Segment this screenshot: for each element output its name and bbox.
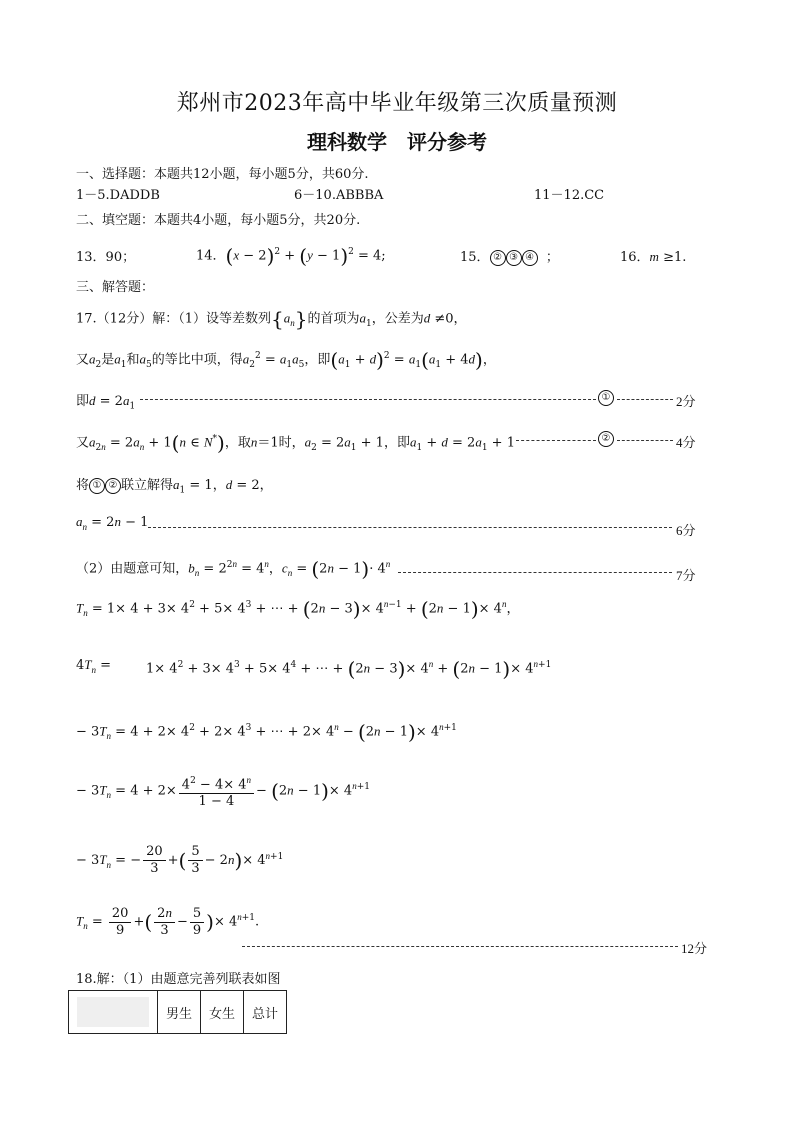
- dash-line: [140, 399, 596, 400]
- answer-15-label: 15．: [460, 250, 490, 265]
- p17-l5-a: 将: [76, 478, 90, 493]
- dash-line: [617, 440, 673, 441]
- p17-l3-a: 即: [76, 394, 90, 409]
- answer-16-label: 16．: [620, 250, 650, 265]
- eq-4tn-rhs: $1\times 4^2 + 3\times 4^3 + 5\times 4^4$ + ⋯ + $(2n - 3)\times 4^n + (2n - 1)\times 4^{n+1}$: [146, 657, 552, 681]
- p17-line2: 又$a_2$是$a_1$和$a_5$的等比中项，得$a_2^2 = a_1a_5$，即$(a_1 + d)^2 = a_1(a_1 + 4d)$，: [76, 348, 496, 372]
- p17-l2-b: 是: [101, 352, 115, 368]
- circle-4: ④: [522, 250, 538, 266]
- score-12: 12分: [681, 941, 708, 956]
- eq-tn: $T_n = 1\times 4 + 3\times 4^2 + 5\times 4^3$ + ⋯ + $(2n - 3)\times 4^{n-1} + (2n - 1)\times 4^n$，: [76, 597, 520, 621]
- score-6: 6分: [676, 523, 696, 538]
- score-7: 7分: [676, 568, 696, 583]
- p17-line4: 又$a_{2n} = 2a_n + 1(n$ ∈ N*)，取n＝1时，$a_2 = 2a_1 + 1$，即$a_1 + d = 2a_1 + 1$: [76, 431, 515, 455]
- circle-1-mark: [598, 390, 614, 406]
- p17-l4-c: ＝1时，: [257, 435, 305, 451]
- dash-line: [516, 440, 596, 441]
- answer-15-end: ；: [545, 250, 559, 265]
- dash-line: [148, 527, 672, 528]
- table-corner-cell: [69, 991, 158, 1034]
- answer-15: [460, 246, 559, 266]
- page-subtitle: 理科数学 评分参考: [307, 130, 487, 154]
- eq-tn-result: $T_n$ = $\frac{20}{9}$ +( $\frac{2n}{3}$ − $\frac{5}{9}$ )× $4^{n+1}$.: [76, 905, 260, 938]
- dash-line: [617, 399, 673, 400]
- eq-minus3tn-2: − $3T_n = 4 + 2\times$ $\frac{4^2 - 4\times 4^n}{1 - 4}$ − $(2n - 1)\times 4^{n+1}$: [76, 772, 370, 810]
- p18-line1: 18.解：（1）由题意完善列联表如图: [76, 972, 281, 987]
- section-1-heading: 一、选择题：本题共12小题，每小题5分，共60分.: [76, 167, 369, 182]
- p17-line3: 即$d = 2a_1$: [76, 393, 136, 412]
- circle-3: ③: [506, 250, 522, 266]
- header-female: 女生: [201, 991, 244, 1034]
- contingency-table: [68, 990, 287, 1034]
- circle-1: ①: [598, 390, 614, 406]
- circle-2-mark: [598, 431, 614, 447]
- answer-16-end: ≥1.: [663, 250, 687, 265]
- eq-4tn: $4T_n$ =: [76, 657, 112, 675]
- answer-14: 14．$(x - 2)^2 + (y - 1)^2 = 4$;: [196, 244, 386, 268]
- answer-14-label: 14．: [196, 248, 226, 264]
- score-2: 2分: [676, 394, 696, 409]
- p17-l5-c: ，: [212, 478, 226, 493]
- circle-1: ①: [89, 478, 105, 494]
- section-3-heading: 三、解答题：: [76, 280, 155, 295]
- header-total: 总计: [244, 991, 287, 1034]
- p17-l2-a: 又: [76, 352, 90, 368]
- answer-11-12: 11－12.CC: [534, 188, 605, 203]
- circle-2: ②: [598, 431, 614, 447]
- p17-l4-a: 又: [76, 435, 90, 451]
- p17-l4-d: ，即: [383, 435, 410, 451]
- p17-text-b: 的首项为: [307, 311, 360, 327]
- answer-6-10: 6－10.ABBBA: [294, 188, 384, 203]
- circle-2: ②: [490, 250, 506, 266]
- section-2-heading: 二、填空题：本题共4小题，每小题5分，共20分.: [76, 213, 361, 228]
- answer-13: 13．90；: [76, 250, 136, 265]
- page-title: 郑州市2023年高中毕业年级第三次质量预测: [176, 91, 618, 116]
- p17-text-a: 17.（12分）解：（1）设等差数列: [76, 311, 271, 327]
- p17-line1: 17.（12分）解：（1）设等差数列$\{a_n\}$的首项为$a_1$，公差为d ≠0，: [76, 307, 467, 331]
- p17-l7-a: （2）由题意可知，: [76, 561, 189, 577]
- grey-placeholder: [77, 997, 149, 1027]
- eq-minus3tn-1: − $3T_n = 4 + 2\times 4^2 + 2\times 4^3$ + ⋯ + $2\times 4^n - (2n - 1)\times 4^{n+1}$: [76, 720, 457, 744]
- table-row: [69, 991, 287, 1034]
- p17-l2-c: 和: [126, 352, 140, 368]
- p17-l2-d: 的等比中项，得: [151, 352, 243, 368]
- answer-16: 16．m ≥1.: [620, 249, 687, 265]
- score-4: 4分: [676, 435, 696, 450]
- p17-line6: $a_n = 2n - 1$: [76, 514, 149, 532]
- dash-line: [242, 946, 678, 947]
- answer-1-5: 1－5.DADDB: [76, 188, 160, 203]
- p17-l5-b: 联立解得: [121, 478, 174, 493]
- p17-text-d: ≠0，: [434, 311, 467, 327]
- p17-line5: 将 ① ② 联立解得$a_1 = 1$，d = 2，: [76, 477, 273, 496]
- p17-l4-b: ，取: [224, 435, 251, 451]
- p17-text-c: ，公差为: [371, 311, 424, 327]
- header-male: 男生: [158, 991, 201, 1034]
- circle-2: ②: [105, 478, 121, 494]
- p17-line7: （2）由题意可知，$b_n = 2^{2n} = 4^n$，$c_n = (2n - 1)\cdot 4^n$: [76, 557, 391, 581]
- dash-line: [398, 572, 672, 573]
- p17-l2-e: ，即: [304, 352, 331, 368]
- eq-minus3tn-3: − $3T_n$ = − $\frac{20}{3}$ +( $\frac{5}{3}$ − $2n)\times 4^{n+1}$: [76, 844, 284, 876]
